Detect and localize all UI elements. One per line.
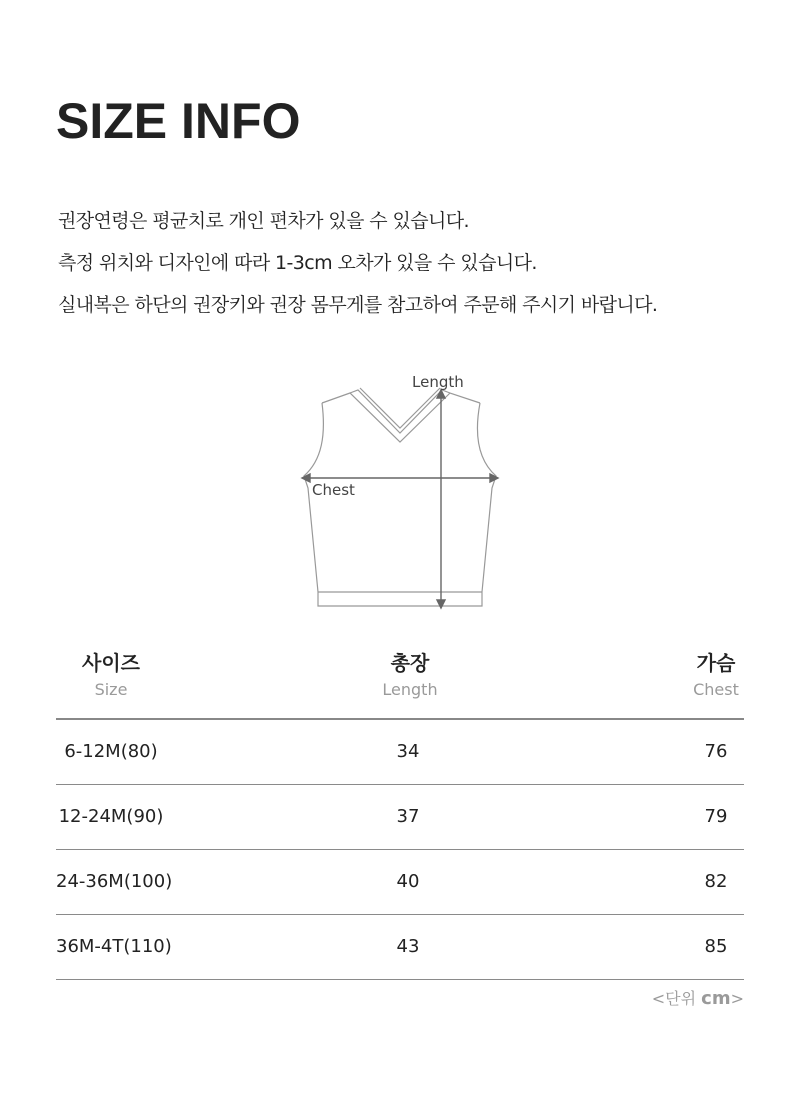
cell-chest: 79	[704, 806, 728, 827]
header-chest-en: Chest	[693, 680, 739, 699]
header-size-ko: 사이즈	[82, 651, 140, 675]
unit-value: cm	[701, 988, 731, 1009]
cell-length: 34	[396, 741, 420, 762]
measurement-arrows	[302, 390, 498, 608]
chest-label: Chest	[312, 481, 355, 499]
table-row	[56, 915, 744, 980]
size-table-header	[56, 648, 744, 720]
unit-prefix: <단위	[651, 989, 702, 1008]
table-row	[56, 785, 744, 850]
header-chest	[676, 648, 756, 702]
cell-size: 36M-4T(110)	[56, 936, 172, 957]
notice-line: 측정 위치와 디자인에 따라 1-3cm 오차가 있을 수 있습니다.	[58, 252, 537, 274]
cell-length: 37	[396, 806, 420, 827]
cell-chest: 82	[704, 871, 728, 892]
cell-chest: 76	[704, 741, 728, 762]
unit-suffix: >	[730, 989, 744, 1008]
header-size-en: Size	[94, 680, 128, 699]
header-chest-ko: 가슴	[696, 651, 736, 675]
size-table-body	[56, 720, 744, 980]
table-row	[56, 850, 744, 915]
header-size	[56, 648, 166, 702]
cell-size: 6-12M(80)	[64, 741, 158, 762]
cell-length: 43	[396, 936, 420, 957]
cell-size: 12-24M(90)	[58, 806, 164, 827]
notice-list	[58, 200, 657, 326]
length-label: Length	[412, 373, 464, 391]
cell-chest: 85	[704, 936, 728, 957]
cell-size: 24-36M(100)	[56, 871, 173, 892]
cell-length: 40	[396, 871, 420, 892]
vest-measurement-diagram	[290, 360, 510, 620]
unit-note	[652, 986, 744, 1009]
notice-line: 실내복은 하단의 권장키와 권장 몸무게를 참고하여 주문해 주시기 바랍니다.	[58, 294, 658, 316]
page-title: SIZE INFO	[56, 93, 301, 149]
notice-line: 권장연령은 평균치로 개인 편차가 있을 수 있습니다.	[58, 210, 469, 232]
header-length-en: Length	[382, 680, 438, 699]
header-length	[350, 648, 470, 702]
header-length-ko: 총장	[390, 651, 430, 675]
table-row	[56, 720, 744, 785]
